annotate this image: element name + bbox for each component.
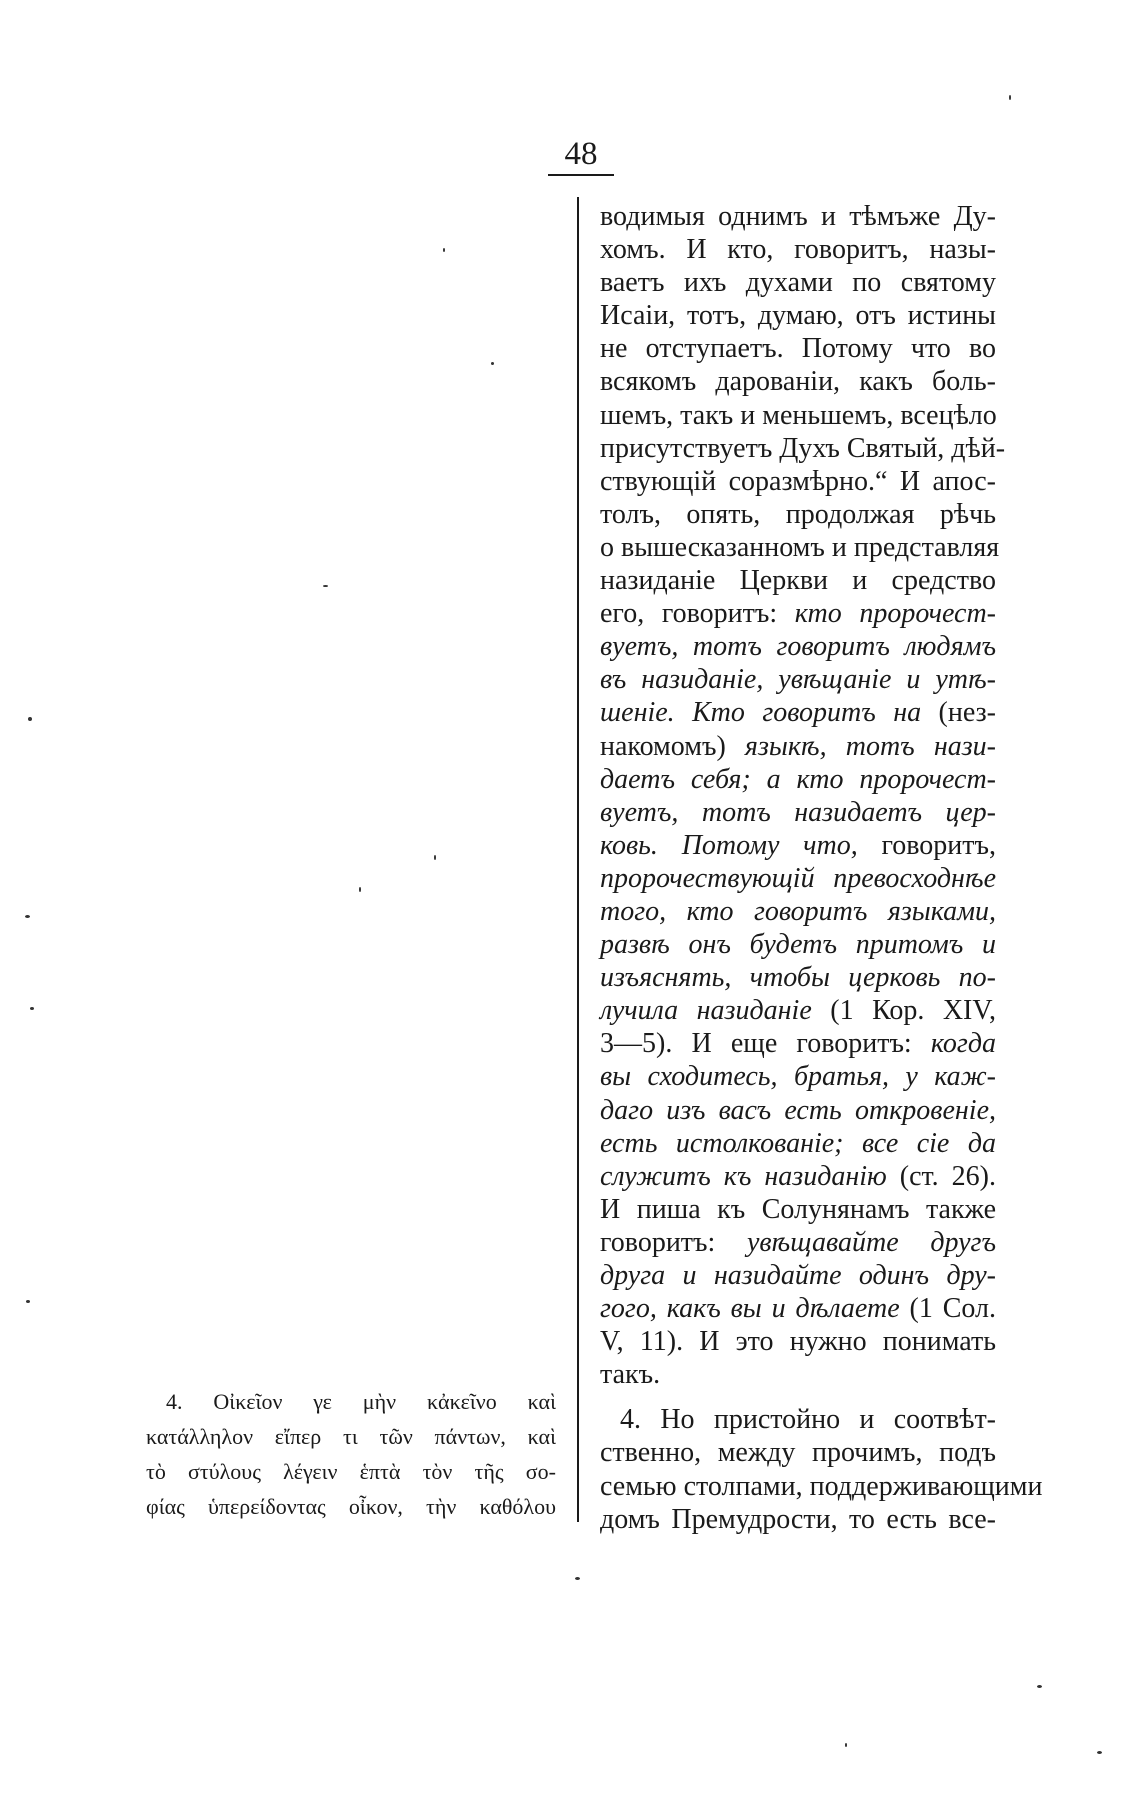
scan-speck	[323, 585, 328, 587]
scripture-quote-line: развѣ онъ будетъ притомъ и	[600, 929, 996, 961]
scripture-quote-line: есть истолкованiе; все сiе да	[600, 1127, 996, 1159]
text-line	[600, 994, 996, 1027]
greek-text-column	[146, 1384, 556, 1524]
text-segment: (1 Кор. XIV,	[830, 995, 996, 1027]
text-line: не отступаетъ. Потому что во	[600, 333, 996, 365]
text-line	[600, 829, 996, 862]
text-line	[600, 1226, 996, 1259]
text-line	[600, 1292, 996, 1325]
text-line: ваетъ ихъ духами по святому	[600, 267, 996, 299]
scan-speck	[434, 855, 436, 860]
greek-line: φίας ὑπερείδοντας οἶκον, τὴν καθόλου	[146, 1494, 556, 1519]
scripture-quote-line: того, кто говоритъ языками,	[600, 895, 996, 927]
text-segment: (1 Сол.	[909, 1293, 997, 1325]
scripture-quote-line: вы сходитесь, братья, у каж-	[600, 1061, 996, 1093]
text-line: назиданiе Церкви и средство	[600, 565, 996, 597]
text-line	[600, 597, 996, 630]
text-line: водимыя однимъ и тѣмъже Ду-	[600, 201, 996, 232]
scripture-quote-line: вуетъ, тотъ назидаетъ цер-	[600, 796, 996, 828]
scan-speck	[491, 362, 494, 365]
scripture-quote: когда	[930, 1028, 996, 1060]
text-segment: накомомъ)	[600, 730, 726, 762]
text-line: шемъ, такъ и меньшемъ, всецѣло	[600, 399, 997, 431]
text-line: 4. Но пристойно и соотвѣт-	[620, 1404, 996, 1436]
column-divider-rule	[577, 197, 579, 1522]
text-line	[600, 730, 996, 763]
greek-line: 4. Οἰκεῖον γε μὴν κἀκεῖνο καὶ	[166, 1389, 556, 1414]
scan-speck	[575, 1577, 580, 1580]
text-line: хомъ. И кто, говоритъ, назы-	[600, 234, 996, 266]
text-segment: его, говоритъ:	[600, 598, 778, 630]
scripture-quote-line: пророчествующiй превосходнѣе	[600, 862, 996, 894]
scan-speck	[25, 915, 30, 918]
greek-line: τὸ στύλους λέγειν ἑπτὰ τὸν τῆς σο-	[146, 1459, 556, 1484]
paragraph-gap	[600, 1391, 996, 1403]
text-line: толъ, опять, продолжая рѣчь	[600, 498, 996, 530]
scripture-quote: лучила назиданiе	[600, 995, 812, 1027]
scan-speck	[359, 887, 361, 892]
text-line: домъ Премудрости, то есть все-	[600, 1503, 996, 1535]
text-line: Исаiи, тотъ, думаю, отъ истины	[600, 300, 996, 332]
scan-speck	[1009, 95, 1011, 100]
scan-speck	[26, 1300, 30, 1303]
scripture-quote: гого, какъ вы и дѣлаете	[600, 1293, 900, 1325]
scan-speck	[1097, 1751, 1102, 1754]
scripture-quote: увѣщавайте другъ	[746, 1226, 996, 1258]
text-line: о вышесказанномъ и представляя	[600, 531, 1000, 563]
scripture-quote-line: въ назиданiе, увѣщанiе и утѣ-	[600, 664, 996, 696]
scripture-quote: ковь. Потому что,	[600, 829, 858, 861]
page-number: 48	[564, 136, 598, 172]
scan-speck	[28, 717, 32, 721]
text-line: V, 11). И это нужно понимать	[600, 1326, 996, 1358]
scripture-quote-line: вуетъ, тотъ говоритъ людямъ	[600, 631, 996, 663]
scripture-quote: кто пророчест-	[794, 598, 996, 630]
scan-speck	[1037, 1685, 1042, 1688]
text-segment: 3—5). И еще говоритъ:	[600, 1028, 912, 1060]
text-line: присутствуетъ Духъ Святый, дѣй-	[600, 432, 1006, 464]
scripture-quote: шенiе. Кто говоритъ на	[600, 697, 922, 729]
scripture-quote-line: даетъ себя; а кто пророчест-	[600, 763, 996, 795]
text-line: И пиша къ Солунянамъ также	[600, 1193, 996, 1225]
text-segment: говоритъ:	[600, 1226, 716, 1258]
scan-speck	[443, 248, 445, 252]
scripture-quote-line: даго изъ васъ есть откровенiе,	[600, 1094, 996, 1126]
scan-speck	[30, 1007, 34, 1010]
text-line	[600, 696, 996, 729]
text-segment: (нез-	[938, 697, 996, 729]
scripture-quote-line: друга и назидайте одинъ дру-	[600, 1260, 996, 1291]
text-line: семью столпами, поддерживающими	[600, 1470, 1043, 1502]
greek-line: κατάλληλον εἴπερ τι τῶν πάντων, καὶ	[146, 1424, 556, 1449]
text-line: всякомъ дарованiи, какъ боль-	[600, 366, 996, 398]
scripture-quote-line: изъяснять, чтобы церковь по-	[600, 962, 996, 994]
page-number-rule	[548, 174, 614, 176]
scan-speck	[845, 1743, 847, 1747]
text-line: ственно, между прочимъ, подъ	[600, 1437, 996, 1469]
text-segment: (ст. 26).	[899, 1160, 996, 1192]
scripture-quote: языкѣ, тотъ нази-	[744, 730, 996, 762]
russian-text-column	[600, 200, 1043, 1536]
text-line: ствующiй соразмѣрно.“ И апос-	[600, 465, 996, 497]
text-line	[600, 1027, 996, 1060]
text-line	[600, 1160, 996, 1193]
scripture-quote: служитъ къ назиданiю	[600, 1160, 887, 1192]
text-segment: говоритъ,	[881, 829, 996, 861]
text-line: такъ.	[600, 1359, 661, 1391]
